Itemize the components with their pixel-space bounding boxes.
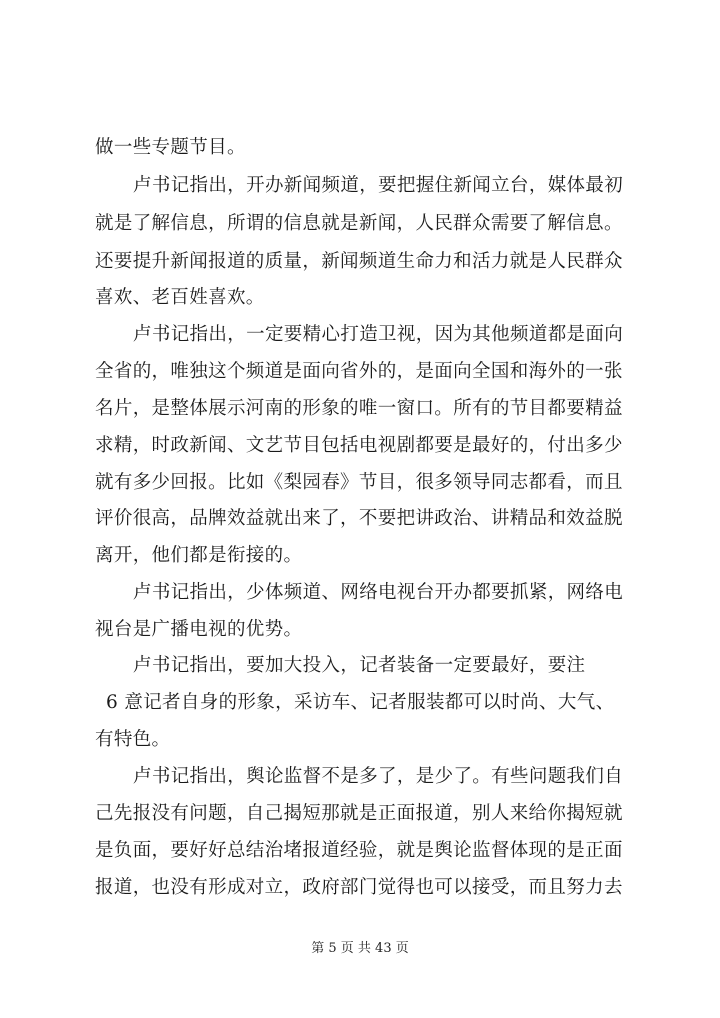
text-line-1: 做一些专题节目。 (95, 137, 246, 158)
text-line-6: 卢书记指出，一定要精心打造卫视，因为其他频道都是面向 (133, 324, 624, 345)
text-line-17: 有特色。 (95, 729, 171, 750)
text-line-21: 报道，也没有形成对立，政府部门觉得也可以接受，而且努力去 (95, 877, 623, 898)
text-line-8: 名片，是整体展示河南的形象的唯一窗口。所有的节目都要精益 (95, 398, 623, 419)
text-line-16: 6 意记者自身的形象，采访车、记者服装都可以时尚、大气、 (106, 692, 615, 713)
text-line-7: 全省的，唯独这个频道是面向省外的，是面向全国和海外的一张 (95, 361, 623, 382)
text-line-18: 卢书记指出，舆论监督不是多了，是少了。有些问题我们自 (133, 766, 624, 787)
text-line-5: 喜欢、老百姓喜欢。 (95, 287, 265, 308)
text-line-2: 卢书记指出，开办新闻频道，要把握住新闻立台，媒体最初 (133, 175, 624, 196)
text-line-15: 卢书记指出，要加大投入，记者装备一定要最好，要注 (133, 655, 586, 676)
text-line-11: 评价很高，品牌效益就出来了，不要把讲政治、讲精品和效益脱 (95, 508, 623, 529)
text-line-20: 是负面，要好好总结治堵报道经验，就是舆论监督体现的是正面 (95, 840, 623, 861)
text-line-19: 己先报没有问题，自己揭短那就是正面报道，别人来给你揭短就 (95, 803, 623, 824)
text-line-10: 就有多少回报。比如《梨园春》节目，很多领导同志都看，而且 (95, 472, 623, 493)
text-line-4: 还要提升新闻报道的质量，新闻频道生命力和活力就是人民群众 (95, 251, 623, 272)
text-line-14: 视台是广播电视的优势。 (95, 619, 303, 640)
page-number-footer: 第 5 页 共 43 页 (311, 941, 409, 956)
text-line-13: 卢书记指出，少体频道、网络电视台开办都要抓紧，网络电 (133, 582, 624, 603)
text-line-3: 就是了解信息，所谓的信息就是新闻，人民群众需要了解信息。 (95, 213, 623, 234)
text-line-9: 求精，时政新闻、文艺节目包括电视剧都要是最好的，付出多少 (95, 435, 623, 456)
text-line-12: 离开，他们都是衔接的。 (95, 545, 303, 566)
